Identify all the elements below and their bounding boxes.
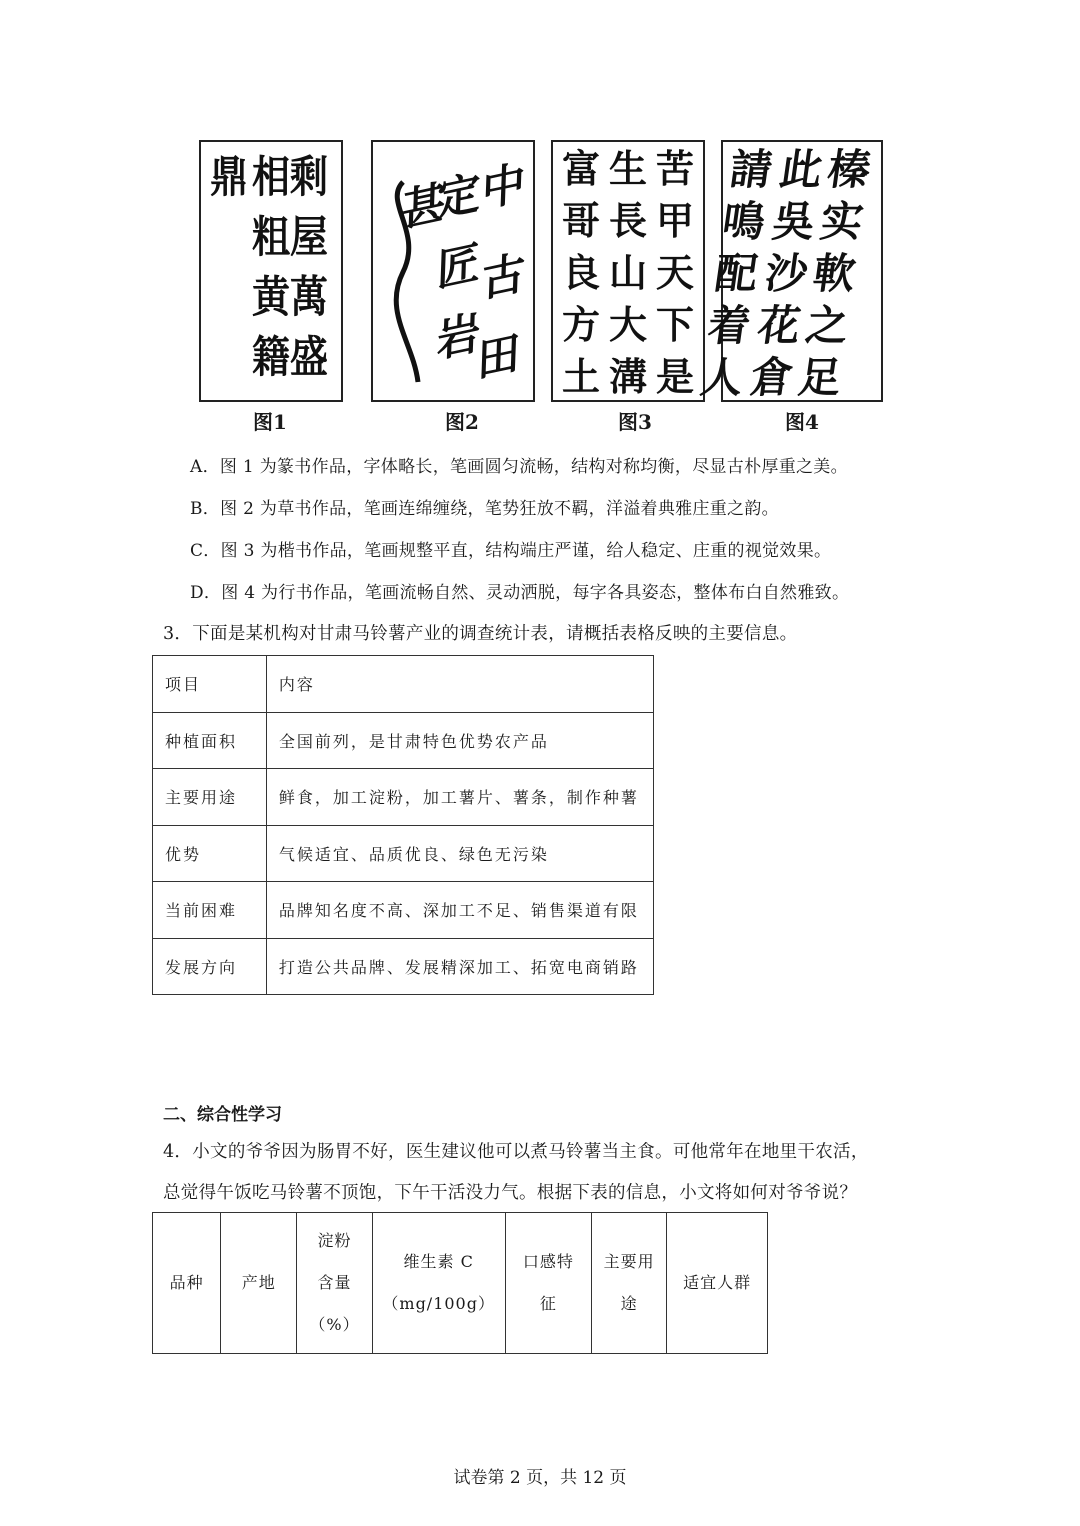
- table-header-cell: [372, 1213, 505, 1354]
- table-cell-item: 发展方向: [153, 938, 267, 995]
- calligraphy-glyph: 萬: [290, 271, 328, 323]
- figure-1-image: [199, 140, 343, 402]
- option-d: D．图 4 为行书作品，笔画流畅自然、灵动洒脱，每字各具姿态，整体布白自然雅致。: [190, 583, 850, 603]
- header-line: 维生素 C: [403, 1252, 474, 1271]
- question-3: 3．下面是某机构对甘肃马铃薯产业的调查统计表，请概括表格反映的主要信息。: [163, 624, 798, 644]
- header-line: （mg/100g）: [382, 1294, 495, 1313]
- calligraphy-glyph: 粗: [252, 211, 290, 263]
- table-header-cell: [667, 1213, 768, 1354]
- table-cell-item: 主要用途: [153, 769, 267, 826]
- calligraphy-glyph: 甚: [393, 178, 447, 238]
- calligraphy-glyph: 此: [776, 144, 826, 194]
- header-line: 口感特: [522, 1252, 574, 1271]
- calligraphy-glyph: 富: [561, 146, 601, 191]
- header-line: （%）: [309, 1315, 360, 1334]
- calligraphy-glyph: 是: [655, 354, 695, 399]
- calligraphy-glyph: 大: [608, 302, 648, 347]
- table-cell-item: 优势: [153, 825, 267, 882]
- header-line: 淀粉: [317, 1231, 352, 1250]
- calligraphy-glyph: 軟: [810, 248, 860, 298]
- table-cell-item: 当前困难: [153, 882, 267, 939]
- calligraphy-glyph: 長: [608, 198, 648, 243]
- table-row: [153, 825, 654, 882]
- table-header-cell: [505, 1213, 592, 1354]
- calligraphy-glyph: 之: [802, 300, 852, 350]
- option-b: B．图 2 为草书作品，笔画连绵缠绕，笔势狂放不羁，洋溢着典雅庄重之韵。: [190, 499, 779, 519]
- table-header-cell: [297, 1213, 373, 1354]
- page-footer: 试卷第 2 页，共 12 页: [453, 1468, 627, 1488]
- header-line: 品种: [169, 1273, 204, 1292]
- calligraphy-glyph: 請: [726, 144, 776, 194]
- calligraphy-glyph: 哥: [561, 198, 601, 243]
- potato-industry-table: [152, 655, 654, 995]
- calligraphy-glyph: 鼎: [210, 151, 248, 203]
- calligraphy-glyph: 吳: [769, 196, 819, 246]
- calligraphy-glyph: 天: [655, 250, 695, 295]
- question-4-line-1: 4．小文的爷爷因为肠胃不好，医生建议他可以煮马铃薯当主食。可他常年在地里干农活，: [163, 1142, 869, 1162]
- calligraphy-glyph: 溝: [608, 354, 648, 399]
- calligraphy-glyph: 鳴: [719, 196, 769, 246]
- table-row: [153, 712, 654, 769]
- calligraphy-glyph: 苦: [655, 146, 695, 191]
- figure-4-caption: 图4: [785, 410, 819, 434]
- calligraphy-glyph: 屋: [290, 211, 328, 263]
- calligraphy-glyph: 中: [473, 158, 527, 218]
- calligraphy-glyph: 盛: [290, 331, 328, 383]
- table-row: [153, 882, 654, 939]
- calligraphy-glyph: 剩: [290, 151, 328, 203]
- calligraphy-glyph: 人: [697, 352, 747, 402]
- calligraphy-glyph: 生: [608, 146, 648, 191]
- calligraphy-glyph: 着: [704, 300, 754, 350]
- table-cell-content: 全国前列，是甘肃特色优势农产品: [266, 712, 653, 769]
- calligraphy-glyph: 花: [754, 300, 804, 350]
- calligraphy-glyph: 古: [473, 248, 527, 308]
- calligraphy-glyph: 黄: [252, 271, 290, 323]
- table-cell-content: 品牌知名度不高、深加工不足、销售渠道有限: [266, 882, 653, 939]
- calligraphy-glyph: 籍: [252, 331, 290, 383]
- calligraphy-glyph: 下: [655, 302, 695, 347]
- calligraphy-glyph: 良: [561, 250, 601, 295]
- calligraphy-glyph: 足: [795, 352, 845, 402]
- table-cell-item: 项目: [153, 656, 267, 713]
- calligraphy-glyph: 匠: [428, 238, 482, 298]
- calligraphy-glyph: 田: [468, 328, 522, 388]
- calligraphy-glyph: 榛: [824, 144, 874, 194]
- calligraphy-glyph: 相: [252, 151, 290, 203]
- figure-3-caption: 图3: [618, 410, 652, 434]
- calligraphy-glyph: 土: [561, 354, 601, 399]
- calligraphy-glyph: 山: [608, 250, 648, 295]
- calligraphy-glyph: 倉: [747, 352, 797, 402]
- table-cell-content: 打造公共品牌、发展精深加工、拓宽电商销路: [266, 938, 653, 995]
- table-header-cell: [221, 1213, 297, 1354]
- header-line: 途: [620, 1294, 638, 1313]
- header-line: 主要用: [603, 1252, 655, 1271]
- figure-2-image: [371, 140, 535, 402]
- table-row: [153, 769, 654, 826]
- header-line: 含量: [317, 1273, 352, 1292]
- header-line: 适宜人群: [683, 1273, 752, 1292]
- calligraphy-glyph: 定: [428, 168, 482, 228]
- section-title: 二、综合性学习: [163, 1105, 282, 1125]
- figure-2-caption: 图2: [445, 410, 479, 434]
- table-cell-content: 鲜食，加工淀粉，加工薯片、薯条，制作种薯: [266, 769, 653, 826]
- calligraphy-glyph: 甲: [655, 198, 695, 243]
- figure-3-image: [551, 140, 705, 402]
- question-4-line-2: 总觉得午饭吃马铃薯不顶饱，下午干活没力气。根据下表的信息，小文将如何对爷爷说？: [163, 1183, 858, 1203]
- calligraphy-glyph: 实: [817, 196, 867, 246]
- table-row: [153, 656, 654, 713]
- calligraphy-glyph: 配: [712, 248, 762, 298]
- figure-1-caption: 图1: [253, 410, 287, 434]
- header-line: 产地: [241, 1273, 276, 1292]
- table-header-cell: [592, 1213, 667, 1354]
- header-line: 征: [539, 1294, 557, 1313]
- figure-4-image: [697, 140, 883, 402]
- calligraphy-glyph: 沙: [762, 248, 812, 298]
- potato-variety-table: [152, 1212, 768, 1354]
- table-row: [153, 938, 654, 995]
- table-header-cell: [153, 1213, 221, 1354]
- option-c: C．图 3 为楷书作品，笔画规整平直，结构端庄严谨，给人稳定、庄重的视觉效果。: [190, 541, 832, 561]
- calligraphy-glyph: 方: [561, 302, 601, 347]
- option-a: A．图 1 为篆书作品，字体略长，笔画圆匀流畅，结构对称均衡，尽显古朴厚重之美。: [190, 457, 848, 477]
- table-cell-content: 内容: [266, 656, 653, 713]
- table-cell-item: 种植面积: [153, 712, 267, 769]
- calligraphy-glyph: 岩: [428, 308, 482, 368]
- table-cell-content: 气候适宜、品质优良、绿色无污染: [266, 825, 653, 882]
